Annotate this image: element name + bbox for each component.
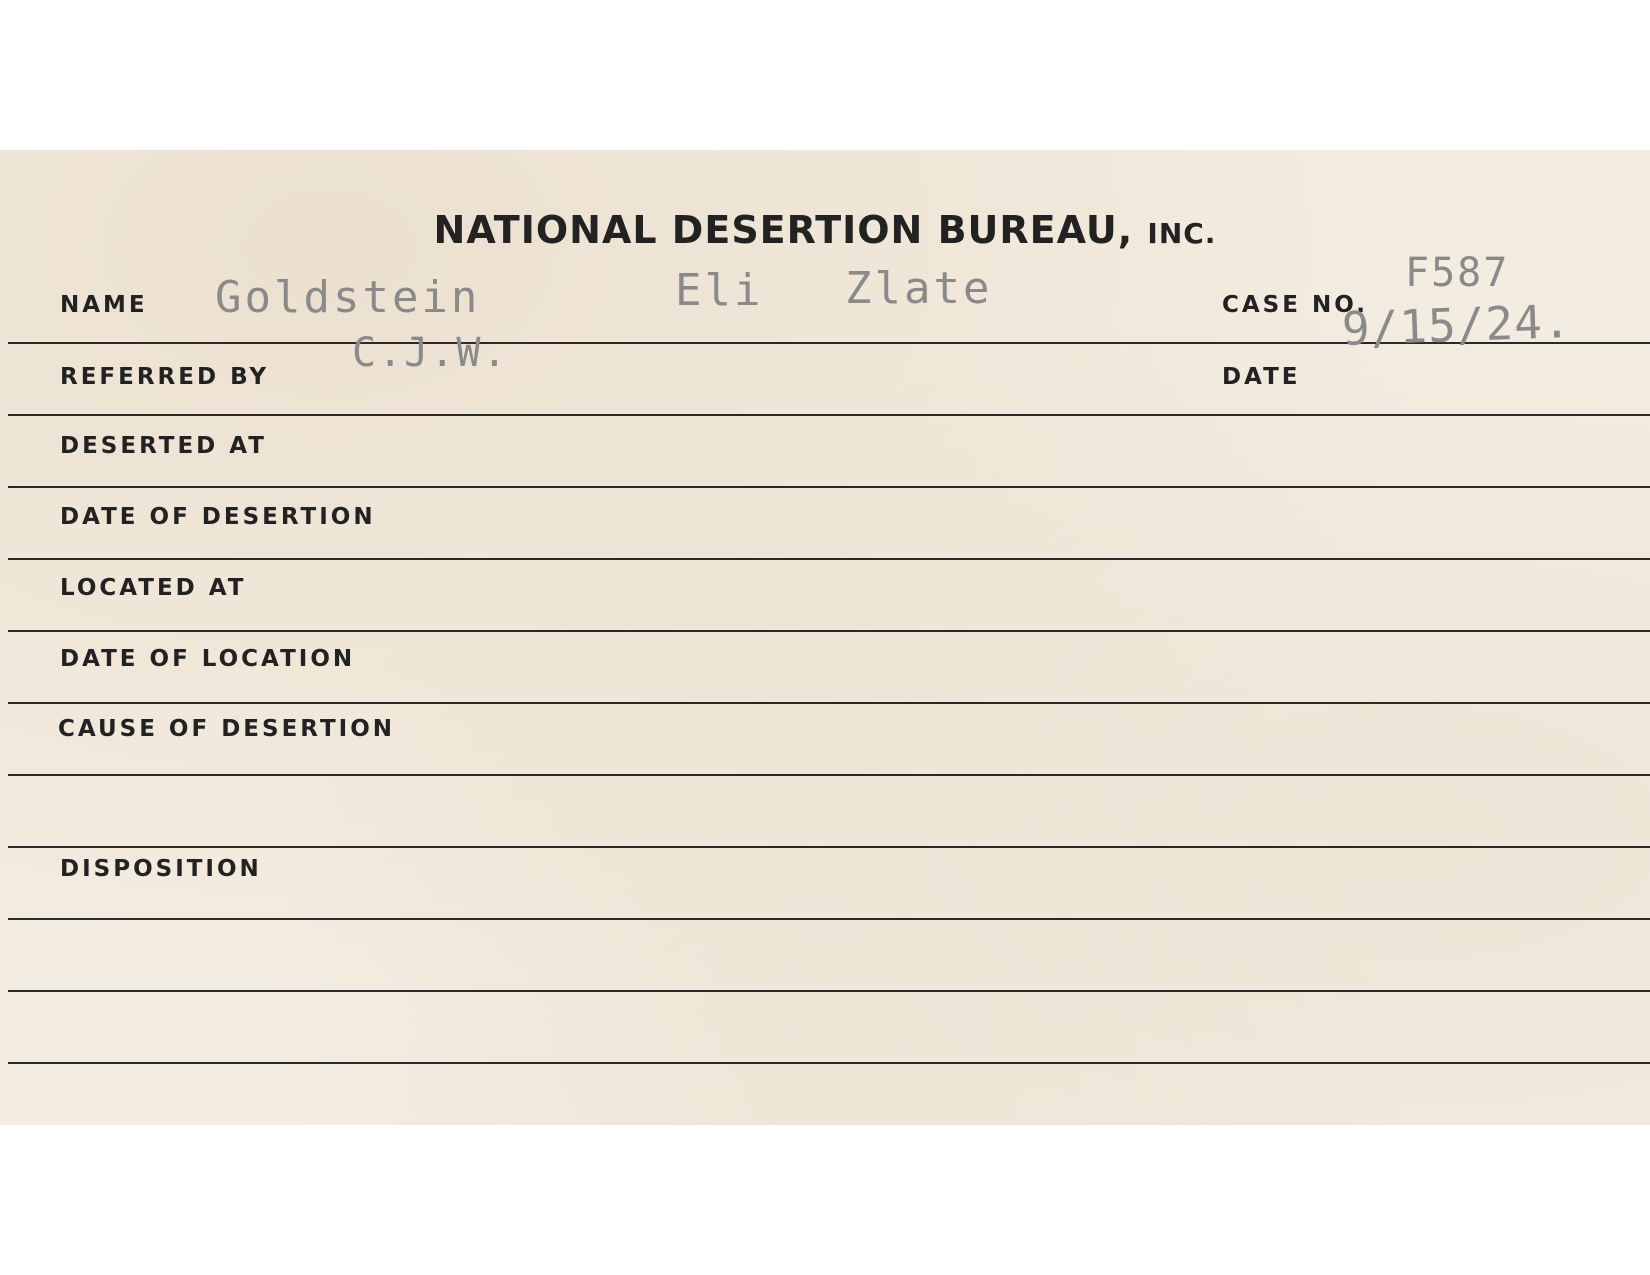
rule-line <box>8 558 1650 560</box>
referred-by-label: REFERRED BY <box>60 364 270 390</box>
card-title-main: NATIONAL DESERTION BUREAU, <box>433 208 1134 252</box>
case-no-label: CASE NO. <box>1222 292 1368 318</box>
case-no-value: F587 <box>1405 250 1510 296</box>
date-label: DATE <box>1222 364 1301 390</box>
card-title-suffix: INC. <box>1147 217 1217 250</box>
name-surname-value: Goldstein <box>215 272 481 323</box>
name-label: NAME <box>60 292 148 318</box>
name-second-value: Zlate <box>845 263 993 314</box>
date-value: 9/15/24. <box>1341 294 1573 356</box>
rule-line <box>8 918 1650 920</box>
deserted-at-label: DESERTED AT <box>60 433 267 459</box>
rule-line <box>8 414 1650 416</box>
rule-line <box>8 702 1650 704</box>
referred-by-value: C.J.W. <box>352 330 509 376</box>
rule-line <box>8 990 1650 992</box>
rule-line <box>8 630 1650 632</box>
rule-line <box>8 846 1650 848</box>
located-at-label: LOCATED AT <box>60 575 247 601</box>
name-first-value: Eli <box>675 265 764 316</box>
card-title <box>0 208 1650 252</box>
rule-line <box>8 1062 1650 1064</box>
rule-line <box>8 486 1650 488</box>
disposition-label: DISPOSITION <box>60 856 262 882</box>
rule-line <box>8 774 1650 776</box>
cause-of-desertion-label: CAUSE OF DESERTION <box>58 716 396 742</box>
date-of-location-label: DATE OF LOCATION <box>60 646 356 672</box>
index-card <box>0 150 1650 1125</box>
date-of-desertion-label: DATE OF DESERTION <box>60 504 376 530</box>
